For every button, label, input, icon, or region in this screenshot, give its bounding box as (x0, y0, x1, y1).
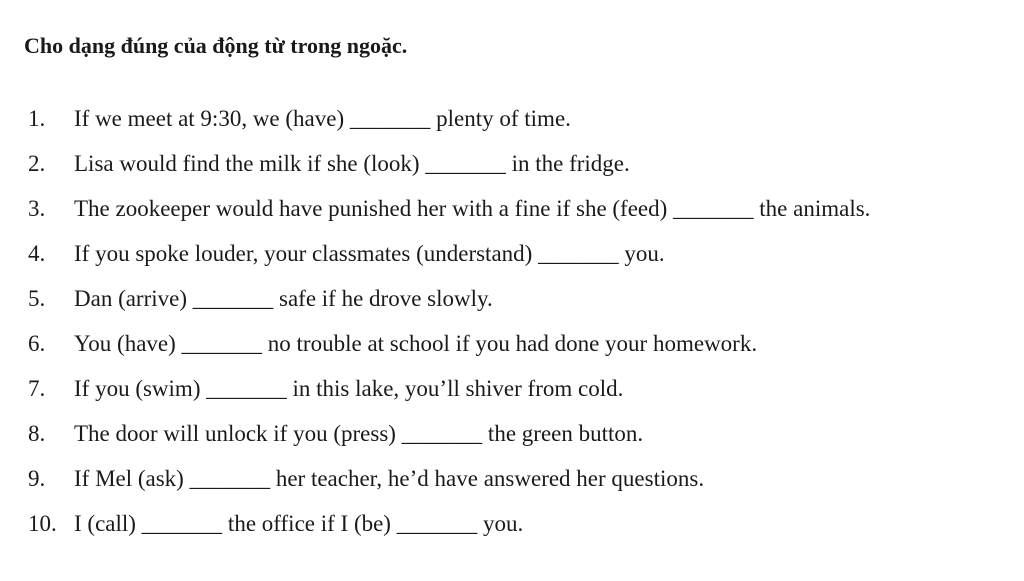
item-text: If you (swim) _______ in this lake, you’ll shiver from cold. (74, 376, 624, 401)
list-item-1 (28, 100, 870, 145)
list-item-6 (28, 325, 870, 370)
item-text: If we meet at 9:30, we (have) _______ plenty of time. (74, 106, 571, 131)
item-number: 3. (28, 196, 46, 221)
exercise-title: Cho dạng đúng của động từ trong ngoặc. (24, 33, 408, 58)
item-text: You (have) _______ no trouble at school if you had done your homework. (74, 331, 758, 356)
item-text: The door will unlock if you (press) _______ the green button. (74, 421, 644, 446)
list-item-5 (28, 280, 870, 325)
item-number: 5. (28, 286, 46, 311)
item-number: 4. (28, 241, 46, 266)
list-item-7 (28, 370, 870, 415)
item-text: If you spoke louder, your classmates (understand) _______ you. (74, 241, 665, 266)
list-item-10 (28, 505, 870, 550)
list-item-3 (28, 190, 870, 235)
item-number: 8. (28, 421, 46, 446)
item-number: 1. (28, 106, 46, 131)
item-number: 7. (28, 376, 46, 401)
item-text: The zookeeper would have punished her with a fine if she (feed) _______ the animals. (74, 196, 871, 221)
item-text: Lisa would find the milk if she (look) _______ in the fridge. (74, 151, 630, 176)
list-item-8 (28, 415, 870, 460)
item-number: 9. (28, 466, 46, 491)
item-number: 6. (28, 331, 46, 356)
list-item-9 (28, 460, 870, 505)
item-text: If Mel (ask) _______ her teacher, he’d have answered her questions. (74, 466, 705, 491)
exercise-list (28, 100, 870, 550)
list-item-4 (28, 235, 870, 280)
item-number: 10. (28, 511, 57, 536)
list-item-2 (28, 145, 870, 190)
item-number: 2. (28, 151, 46, 176)
item-text: I (call) _______ the office if I (be) _______ you. (74, 511, 524, 536)
item-text: Dan (arrive) _______ safe if he drove slowly. (74, 286, 493, 311)
